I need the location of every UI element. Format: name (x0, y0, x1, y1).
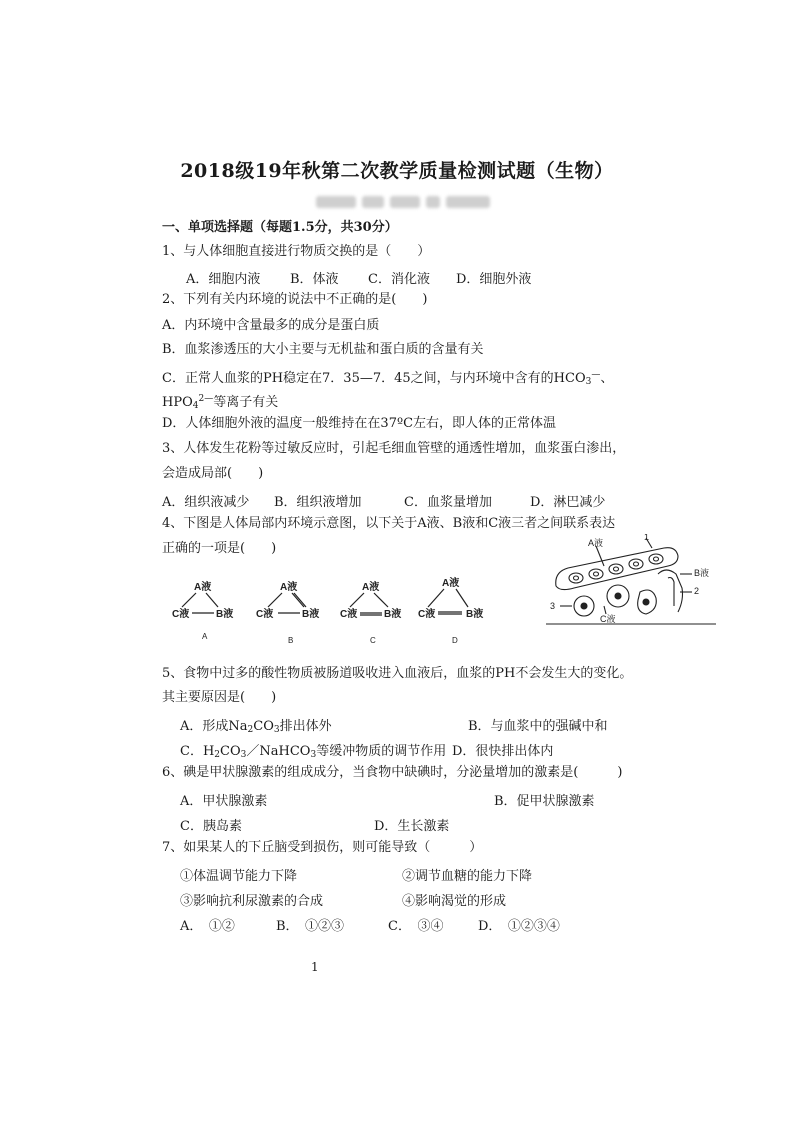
svg-text:B液: B液 (466, 609, 484, 620)
triangle-diagram-b (256, 580, 319, 645)
svg-text:B: B (288, 636, 294, 645)
triangle-diagram-c (340, 580, 401, 645)
svg-text:C液: C液 (256, 609, 274, 620)
q2-option-c: C．正常人血浆的PH稳定在7．35—7．45之间，与内环境中含有的$HCO_3^—$、 (162, 370, 614, 387)
question-2: 2、下列有关内环境的说法中不正确的是( ) (162, 292, 428, 307)
q3-option-b: B．组织液增加 (274, 495, 362, 510)
svg-text:C液: C液 (418, 609, 436, 620)
svg-text:B液: B液 (302, 609, 320, 620)
q7-option-b: B． ①②③ (276, 919, 345, 934)
svg-text:B液: B液 (694, 568, 710, 578)
question-5-continued: 其主要原因是( ) (162, 690, 277, 705)
internal-environment-figure (546, 534, 716, 626)
q5-option-d: D．很快排出体内 (452, 744, 554, 759)
q3-option-d: D．淋巴减少 (530, 495, 606, 510)
question-5: 5、食物中过多的酸性物质被肠道吸收进入血液后，血浆的PH不会发生大的变化。 (162, 666, 633, 681)
q1-option-c: C．消化液 (368, 272, 430, 287)
q7-option-a: A． ①② (180, 919, 235, 934)
q4-option-diagrams (162, 575, 502, 655)
svg-text:1: 1 (644, 534, 650, 542)
svg-text:A液: A液 (588, 538, 604, 548)
svg-text:A液: A液 (362, 582, 380, 593)
q7-statement-3: ③影响抗利尿激素的合成 (180, 894, 324, 909)
q2-option-c-continued: $HPO_4^{2—}$等离子有关 (162, 394, 279, 411)
page-title: 2018级19年秋第二次教学质量检测试题（生物） (180, 160, 614, 182)
svg-text:3: 3 (550, 601, 556, 611)
q1-option-a: A．细胞内液 (186, 272, 261, 287)
q3-option-c: C．血浆量增加 (404, 495, 492, 510)
q5-option-c: C．$H_2CO_3/NaHCO_3$等缓冲物质的调节作用 (180, 744, 447, 760)
svg-text:A液: A液 (442, 578, 460, 589)
q5-option-b: B．与血浆中的强碱中和 (468, 719, 608, 734)
question-3-continued: 会造成局部( ) (162, 466, 264, 481)
svg-text:A液: A液 (280, 582, 298, 593)
svg-text:C: C (370, 636, 376, 645)
question-1: 1、与人体细胞直接进行物质交换的是（ ） (162, 244, 431, 259)
q6-option-b: B．促甲状腺激素 (494, 794, 595, 809)
svg-text:2: 2 (694, 586, 700, 596)
svg-text:B液: B液 (384, 609, 402, 620)
redacted-subtitle (316, 196, 494, 208)
svg-text:B液: B液 (216, 609, 234, 620)
svg-text:A液: A液 (194, 582, 212, 593)
q7-statement-2: ②调节血糖的能力下降 (402, 869, 533, 884)
q1-option-d: D．细胞外液 (456, 272, 532, 287)
section-heading: 一、单项选择题（每题1.5分，共30分） (162, 220, 398, 235)
q6-option-a: A．甲状腺激素 (180, 794, 268, 809)
question-3: 3、人体发生花粉等过敏反应时，引起毛细血管壁的通透性增加，血浆蛋白渗出， (162, 441, 626, 456)
triangle-diagram-a (172, 580, 233, 641)
question-6: 6、碘是甲状腺激素的组成成分，当食物中缺碘时，分泌量增加的激素是( ) (162, 765, 623, 780)
q7-statement-4: ④影响渴觉的形成 (402, 894, 507, 909)
question-7: 7、如果某人的下丘脑受到损伤，则可能导致（ ） (162, 840, 483, 855)
svg-text:C液: C液 (340, 609, 358, 620)
q6-option-d: D．生长激素 (374, 819, 450, 834)
q7-statement-1: ①体温调节能力下降 (180, 869, 298, 884)
q1-option-b: B．体液 (290, 272, 339, 287)
q2-option-a: A．内环境中含量最多的成分是蛋白质 (162, 318, 380, 333)
q2-option-d: D．人体细胞外液的温度一般维持在在37ºC左右，即人体的正常体温 (162, 416, 557, 431)
svg-text:A: A (202, 632, 208, 641)
svg-text:C液: C液 (600, 614, 616, 624)
svg-text:D: D (452, 636, 458, 645)
q3-option-a: A．组织液减少 (162, 495, 250, 510)
question-4: 4、下图是人体局部内环境示意图，以下关于A液、B液和C液三者之间联系表达 (162, 516, 616, 531)
q2-option-b: B．血浆渗透压的大小主要与无机盐和蛋白质的含量有关 (162, 342, 484, 357)
page-number: 1 (311, 960, 319, 974)
triangle-diagram-d (418, 576, 483, 645)
q6-option-c: C．胰岛素 (180, 819, 242, 834)
q7-option-d: D． ①②③④ (478, 919, 560, 934)
q5-option-a: A．形成$Na_2CO_3$排出体外 (180, 719, 332, 735)
q7-option-c: C． ③④ (388, 919, 444, 934)
svg-text:C液: C液 (172, 609, 190, 620)
question-4-continued: 正确的一项是( ) (162, 541, 277, 556)
